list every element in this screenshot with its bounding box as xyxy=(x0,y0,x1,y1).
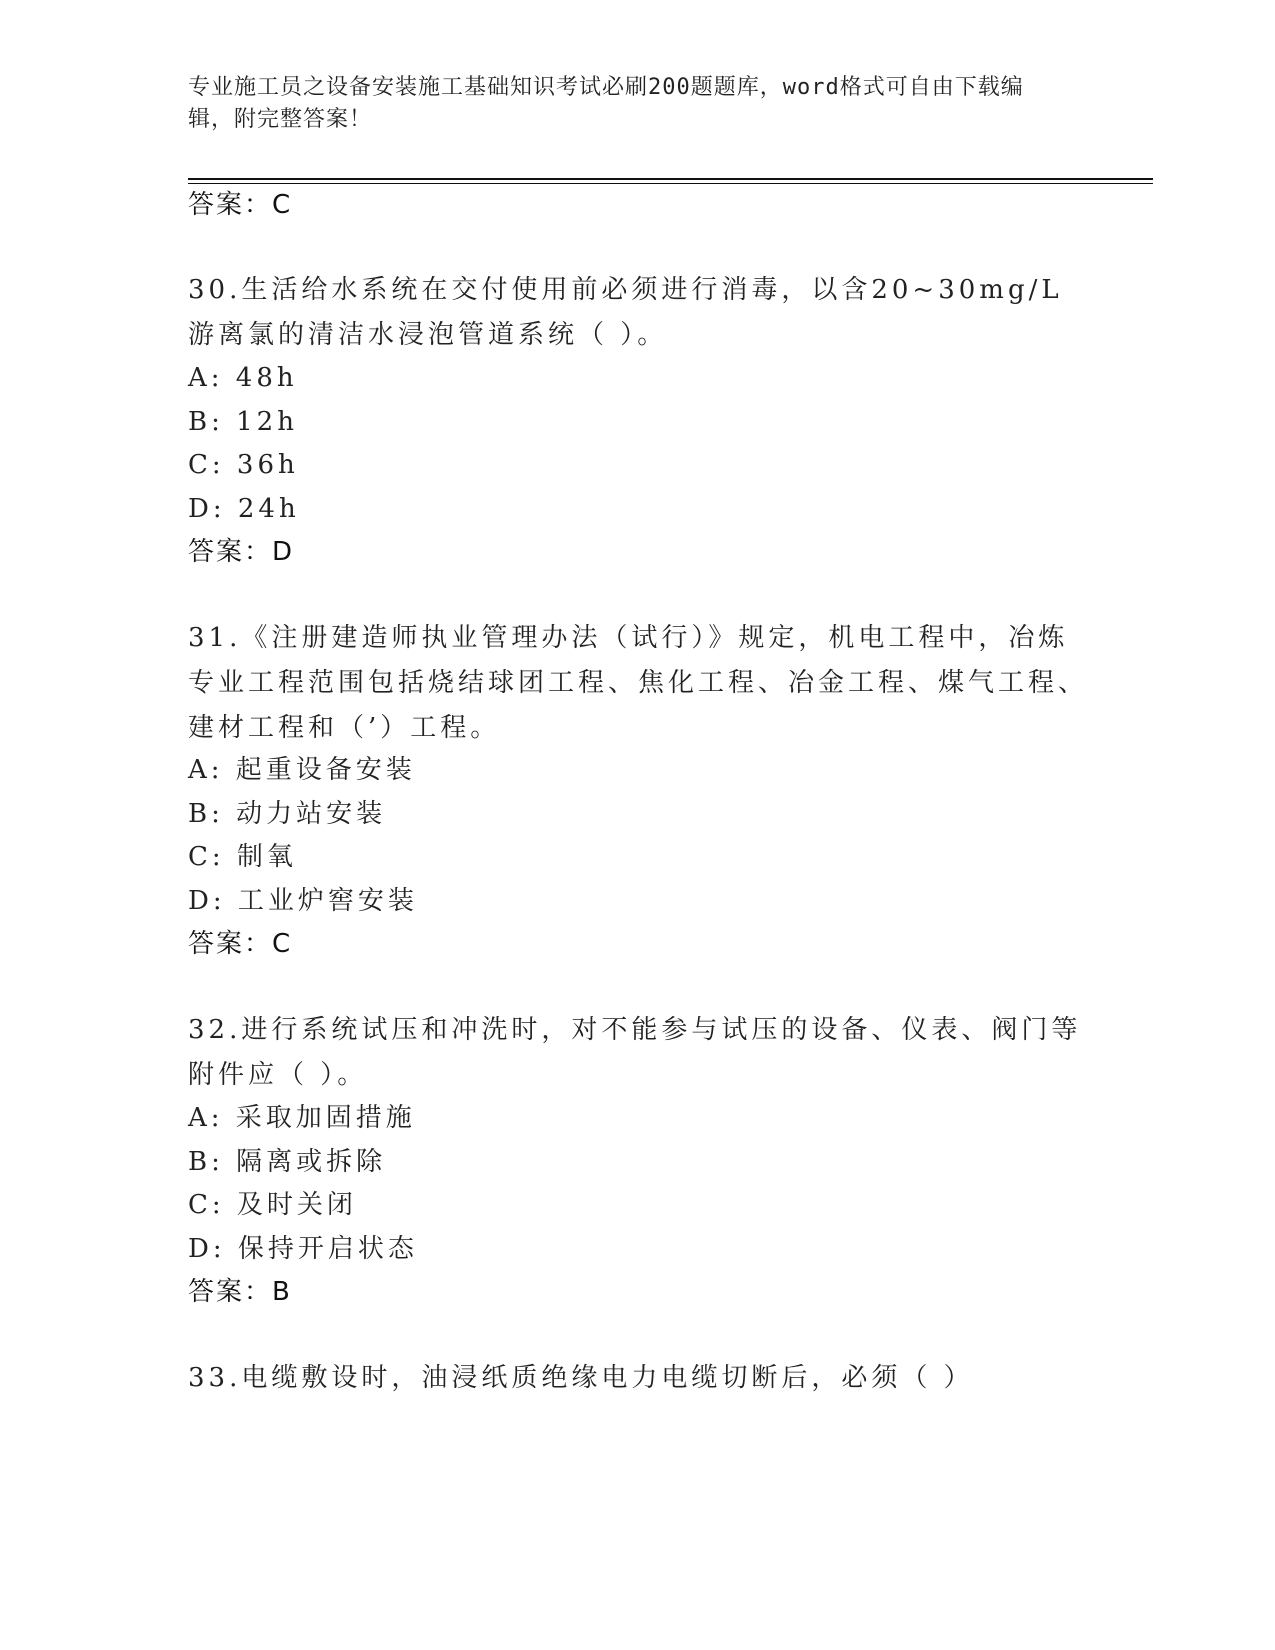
document-header: 专业施工员之设备安装施工基础知识考试必刷200题题库，word格式可自由下载编辑，附完整答案！ xyxy=(188,75,1024,132)
question-30-option-a: A: 48h xyxy=(188,363,298,393)
question-31-option-c: C: 制氧 xyxy=(188,842,297,872)
question-31-answer: 答案：C xyxy=(188,929,293,959)
question-32-option-a: A: 采取加固措施 xyxy=(188,1103,416,1133)
question-30-option-d: D: 24h xyxy=(188,494,300,524)
question-32-stem: 32.进行系统试压和冲洗时，对不能参与试压的设备、仪表、阀门等附件应（ ）。 xyxy=(188,1015,1082,1090)
question-31-option-b: B: 动力站安装 xyxy=(188,799,387,829)
question-32-option-b: B: 隔离或拆除 xyxy=(188,1147,387,1177)
question-32-answer: 答案：B xyxy=(188,1277,292,1307)
question-30-option-b: B: 12h xyxy=(188,407,298,437)
question-30-answer: 答案：D xyxy=(188,537,295,567)
question-30-stem: 30.生活给水系统在交付使用前必须进行消毒，以含20~30mg/L游离氯的清洁水浸泡管道系统（ ）。 xyxy=(188,275,1063,350)
header-divider-thin xyxy=(188,183,1153,184)
question-30-option-c: C: 36h xyxy=(188,450,299,480)
header-divider-thick xyxy=(188,178,1153,180)
question-32-option-d: D: 保持开启状态 xyxy=(188,1234,418,1264)
answer-29: 答案：C xyxy=(188,190,293,220)
question-31-option-d: D: 工业炉窖安装 xyxy=(188,886,418,916)
question-31-stem: 31.《注册建造师执业管理办法（试行）》规定，机电工程中，冶炼专业工程范围包括烧结球团工程、焦化工程、冶金工程、煤气工程、建材工程和（’）工程。 xyxy=(188,623,1089,743)
question-32-option-c: C: 及时关闭 xyxy=(188,1190,357,1220)
question-31-option-a: A: 起重设备安装 xyxy=(188,755,416,785)
question-33-stem: 33.电缆敷设时，油浸纸质绝缘电力电缆切断后，必须（ ） xyxy=(188,1363,974,1393)
